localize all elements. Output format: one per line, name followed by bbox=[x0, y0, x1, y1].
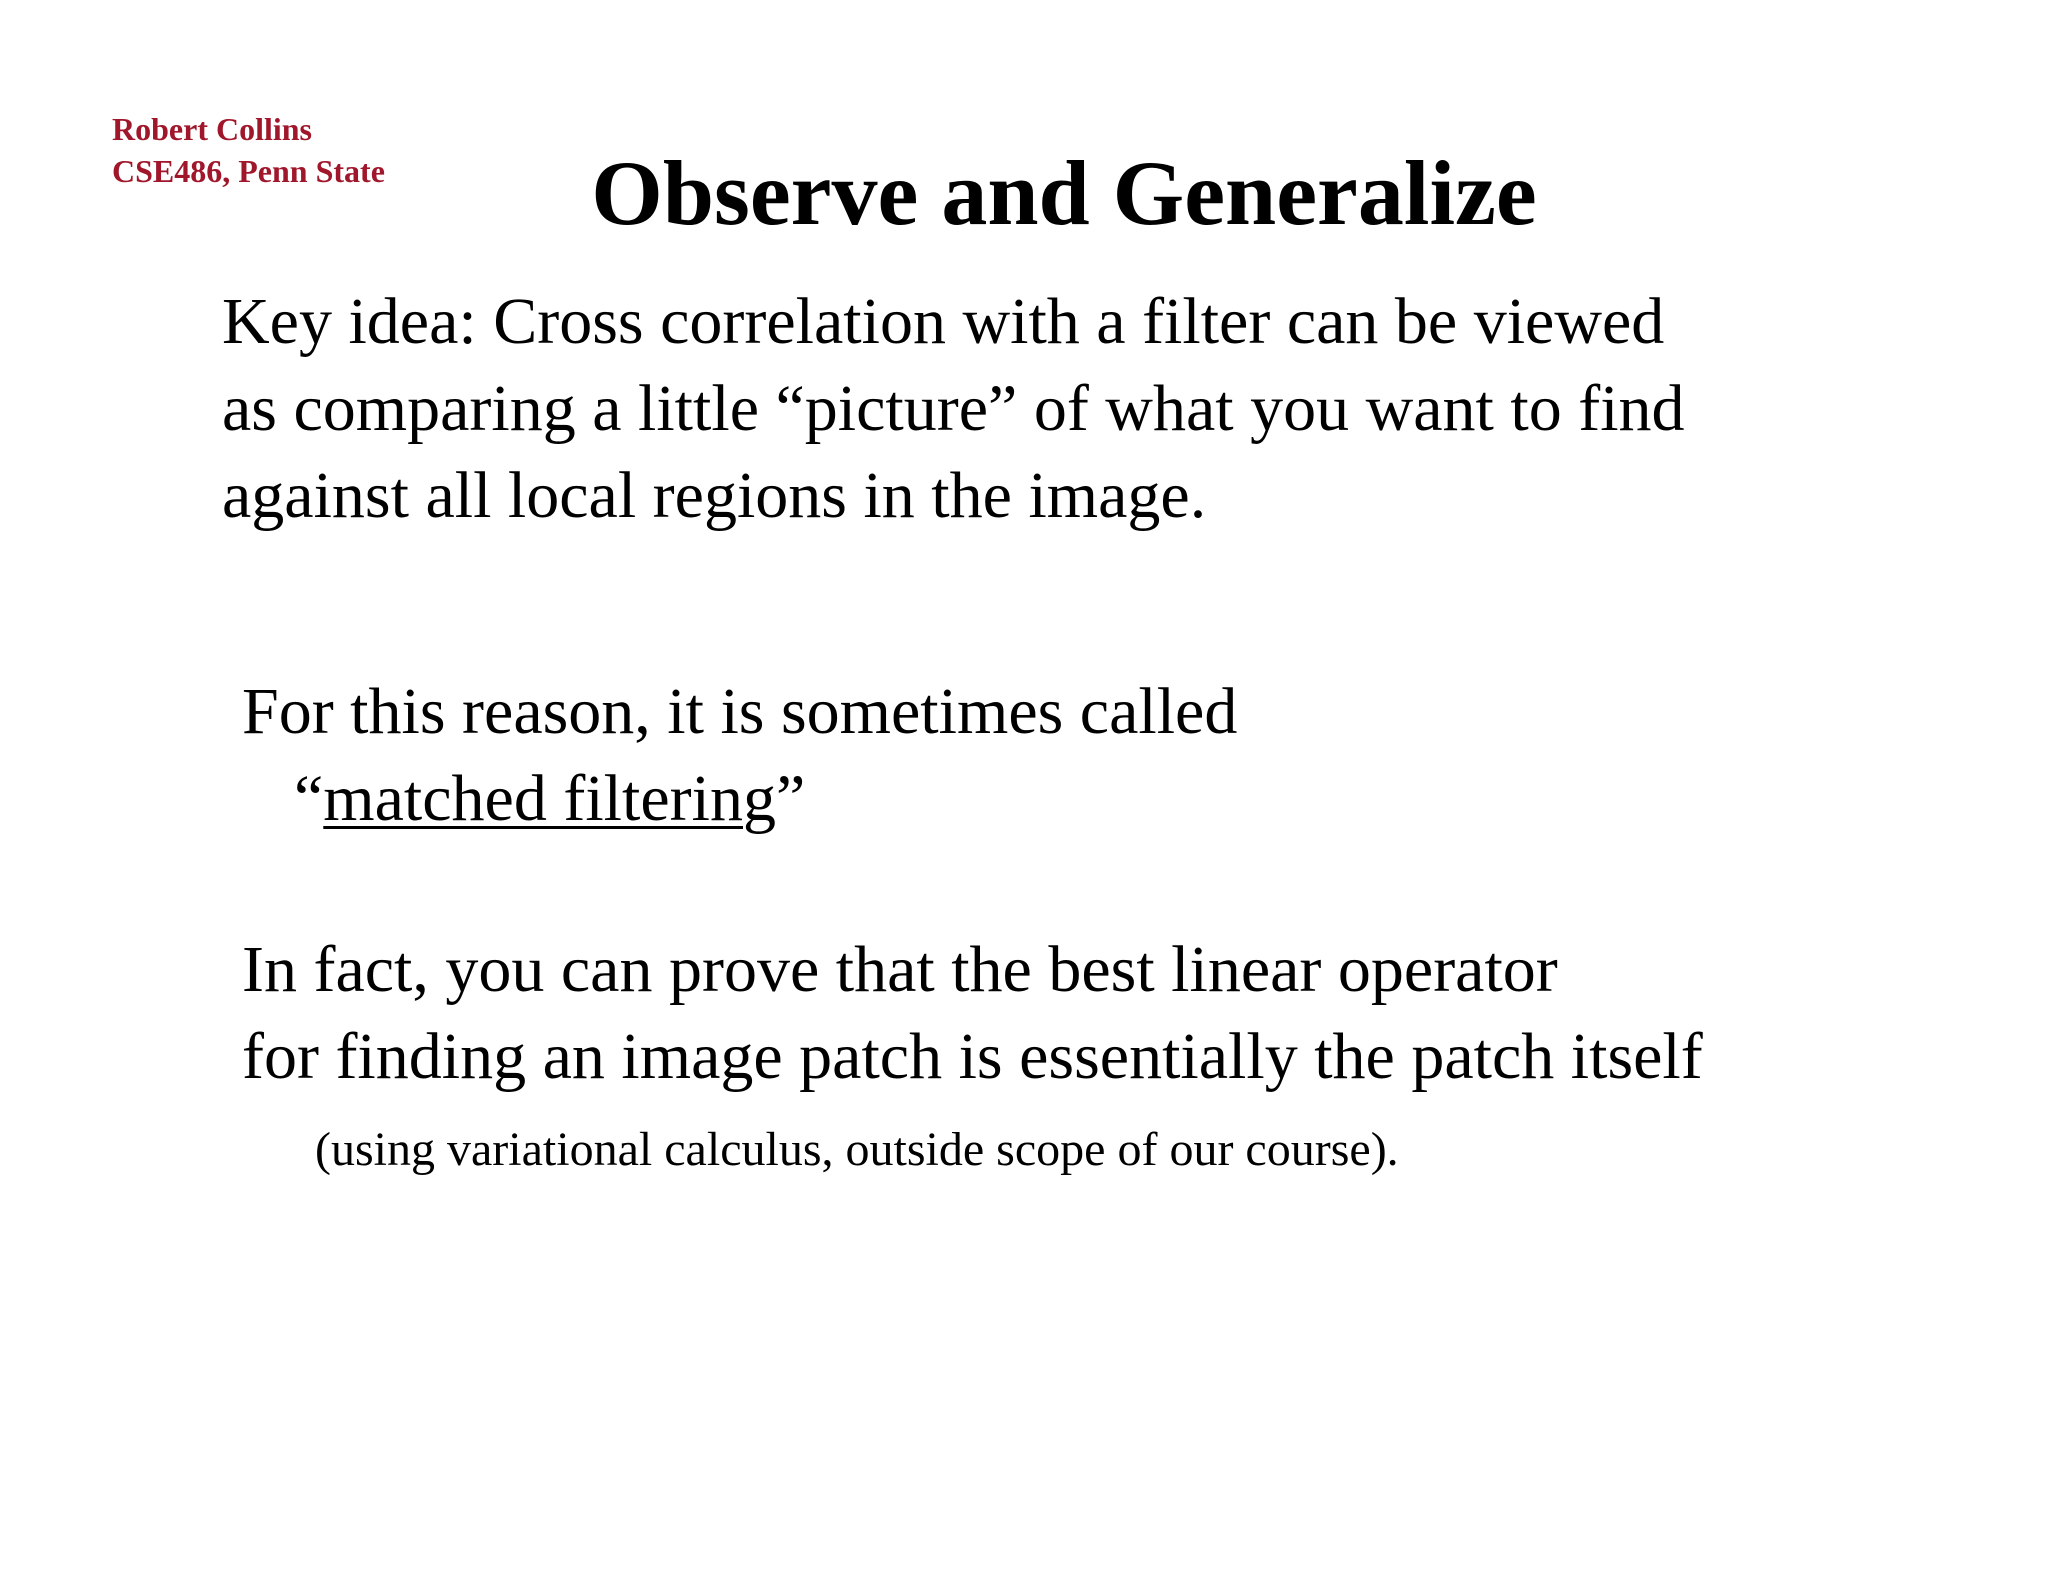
fact-line: for finding an image patch is essentially the patch itself bbox=[242, 1020, 1703, 1093]
quote-open: “ bbox=[294, 762, 324, 835]
matched-filtering-term: matched filtering bbox=[323, 762, 776, 835]
author-name: Robert Collins bbox=[112, 111, 312, 147]
key-idea-line: against all local regions in the image. bbox=[222, 459, 1207, 532]
key-idea-paragraph bbox=[222, 278, 2002, 539]
key-idea-line: Key idea: Cross correlation with a filter can be viewed bbox=[222, 285, 1665, 358]
quote-close: ” bbox=[775, 762, 806, 835]
reason-line: For this reason, it is sometimes called bbox=[242, 675, 1238, 748]
slide-title: Observe and Generalize bbox=[591, 142, 1537, 244]
fact-paragraph bbox=[242, 926, 1703, 1100]
scope-note: (using variational calculus, outside scope of our course). bbox=[315, 1123, 1399, 1176]
course-label: CSE486, Penn State bbox=[112, 153, 385, 189]
key-idea-line: as comparing a little “picture” of what you want to find bbox=[222, 372, 1685, 445]
matched-filtering-line bbox=[242, 755, 1237, 842]
fact-line: In fact, you can prove that the best linear operator bbox=[242, 933, 1558, 1006]
reason-paragraph bbox=[242, 668, 1237, 842]
